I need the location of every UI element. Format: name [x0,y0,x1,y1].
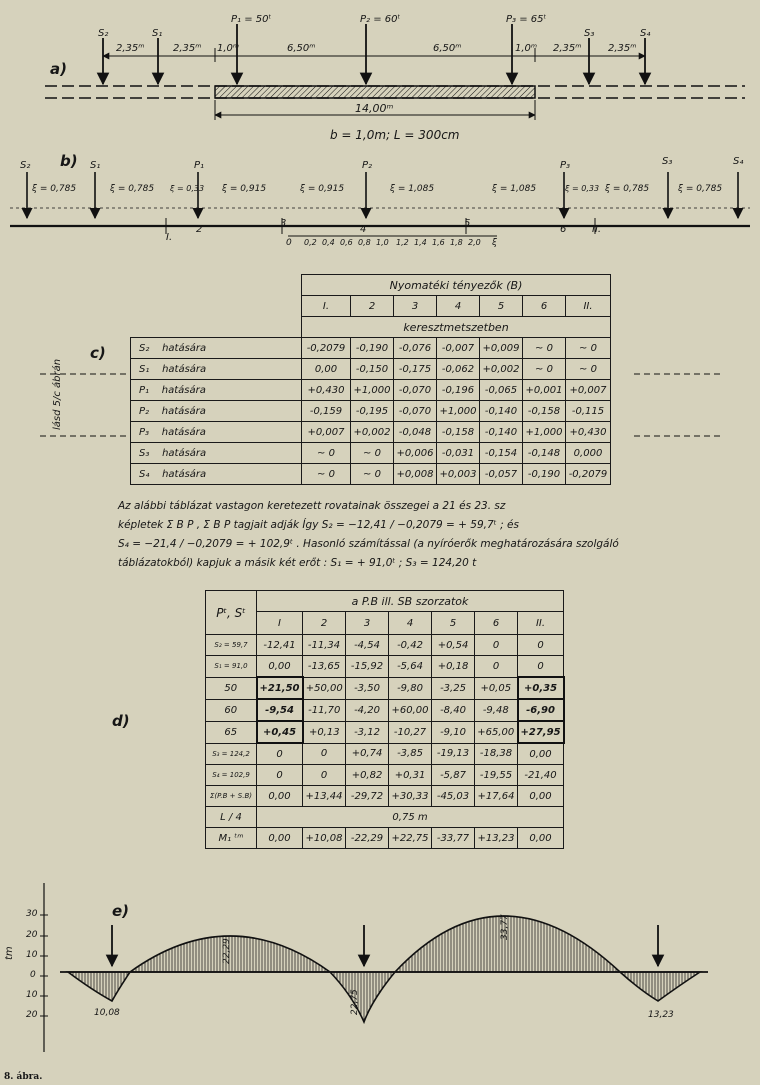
xi-label: ξ = 0,785 [678,184,723,194]
row-name: S₂ [139,342,150,354]
cell: -0,048 [394,422,437,443]
y-tick: 20 [26,930,38,940]
col-header: 5 [432,612,475,635]
cell: -0,115 [566,401,611,422]
cell: -22,29 [346,828,389,849]
cell: -0,031 [437,443,480,464]
row-suffix: hatására [162,363,207,375]
table-row [131,359,611,380]
xi-label: ξ = 0,33 [565,184,600,193]
col-header: II. [518,612,564,635]
cell: +17,64 [475,786,518,807]
cell: +0,007 [566,380,611,401]
figure-a-caption: b = 1,0m; L = 300cm [330,128,460,142]
figure-caption: 8. ábra. [4,1072,43,1082]
cell: -11,70 [303,699,346,721]
table-row [206,765,564,786]
cell: -0,195 [351,401,394,422]
cell: ~ 0 [302,464,351,485]
paragraph-line: Az alábbi táblázat vastagon keretezett rovatainak összegei a 21 és 23. sz [118,500,506,512]
cell: 0 [303,743,346,765]
row-suffix: hatására [161,405,206,417]
scale-tick: 1,4 [414,238,427,247]
xi-label: ξ = 0,915 [300,184,345,194]
table-c-title: Nyomatéki tényezők (B) [302,275,611,296]
cell: -5,87 [432,765,475,786]
cell: -0,062 [437,359,480,380]
cell: -0,140 [480,422,523,443]
cell: -0,154 [480,443,523,464]
xi-label: ξ = 0,785 [605,184,650,194]
section-label: 3 [280,218,287,229]
moment-value: 22,75 [350,989,360,1015]
col-header: 2 [303,612,346,635]
cell: +0,45 [257,721,303,743]
table-c-subtitle: keresztmetszetben [302,317,611,338]
cell: +0,002 [351,422,394,443]
scale-tick: 2,0 [468,238,481,247]
force-label-s3: S₃ [584,28,595,39]
force-label-p2-b: P₂ [362,160,373,171]
cell: +0,54 [432,635,475,656]
table-row [206,721,564,743]
scale-tick: 1,6 [432,238,445,247]
cell: -4,20 [346,699,389,721]
cell: ~ 0 [523,338,566,359]
beam-length-label: 14,00ᵐ [355,102,394,115]
cell: +0,13 [303,721,346,743]
cell: -12,41 [257,635,303,656]
cell: -9,80 [389,677,432,699]
cell: 0 [257,743,303,765]
paragraph-line: képletek Σ B P , Σ B P tagjait adják Így S₂ = −12,41 / −0,2079 = + 59,7ᵗ ; és [118,519,519,531]
figure-c-label: c) [90,344,106,362]
cell: -9,10 [432,721,475,743]
cell: -9,54 [257,699,303,721]
col-header: 5 [480,296,523,317]
cell: -0,190 [523,464,566,485]
force-label-s3-b: S₃ [662,156,673,167]
row-name: P₃ [139,426,150,438]
cell: -0,2079 [566,464,611,485]
row-name: Σ(P.B + S.B) [206,786,257,807]
scale-tick: 1,0 [376,238,389,247]
cell: 0,00 [518,743,564,765]
section-label: 4 [360,224,367,235]
cell: +0,002 [480,359,523,380]
cell: +13,23 [475,828,518,849]
row-name: S₃ [139,447,150,459]
cell: -5,64 [389,656,432,678]
cell: -0,070 [394,401,437,422]
y-tick: 30 [26,909,38,919]
cell: -0,175 [394,359,437,380]
xi-label: ξ = 0,33 [170,184,205,193]
col-header: I. [302,296,351,317]
cell: -0,140 [480,401,523,422]
dim-label: 1,0ᵐ [217,43,240,54]
table-row [206,656,564,678]
cell: 0,00 [257,786,303,807]
xi-label: ξ = 1,085 [492,184,537,194]
row-name: S₂ = 59,7 [206,635,257,656]
row-name: S₁ = 91,0 [206,656,257,678]
table-row [131,338,611,359]
cell: -21,40 [518,765,564,786]
scale-tick: 0,4 [322,238,335,247]
y-tick: 10 [26,990,38,1000]
cell: +0,74 [346,743,389,765]
cell: +65,00 [475,721,518,743]
cell: +0,009 [480,338,523,359]
moment-factor-table [130,274,611,485]
col-header: 4 [389,612,432,635]
cell: 0 [257,765,303,786]
cell: +0,05 [475,677,518,699]
table-row [206,807,564,828]
force-label-s4-b: S₄ [733,156,744,167]
cell: -0,007 [437,338,480,359]
cell: +1,000 [351,380,394,401]
cell: +22,75 [389,828,432,849]
force-label-p3-b: P₃ [560,160,571,171]
cell: 0,00 [518,828,564,849]
scale-tick: 1,2 [396,238,409,247]
table-row [131,401,611,422]
col-header: 3 [394,296,437,317]
ratio-value: 0,75 m [257,807,564,828]
unit-label: tm [4,946,15,960]
beam-lines-a [45,86,745,98]
moment-value: 22,29 [222,938,232,964]
cell: +0,35 [518,677,564,699]
force-label-p2: P₂ = 60ᵗ [360,14,401,25]
cell: -0,065 [480,380,523,401]
dim-label: 6,50ᵐ [433,43,462,54]
cell: 0 [475,656,518,678]
cell: +0,007 [302,422,351,443]
table-row [206,786,564,807]
dim-label: 2,35ᵐ [116,43,145,54]
paragraph-line: S₄ = −21,4 / −0,2079 = + 102,9ᵗ . Hasonló számítással (a nyíróerők meghatározására szolgáló [118,538,619,550]
cell: -0,150 [351,359,394,380]
moment-value: 10,08 [94,1008,120,1018]
cell: -10,27 [389,721,432,743]
scale-tick: 0,8 [358,238,371,247]
cell: -0,148 [523,443,566,464]
dim-label: 2,35ᵐ [173,43,202,54]
cell: -8,40 [432,699,475,721]
cell: +1,000 [523,422,566,443]
cell: 0,00 [302,359,351,380]
scale-tick: 0,6 [340,238,353,247]
figure-a-label: a) [50,60,67,78]
cell: +10,08 [303,828,346,849]
cell: 0 [303,765,346,786]
ratio-label: L / 4 [206,807,257,828]
row-name: S₄ = 102,9 [206,765,257,786]
xi-label: ξ = 0,785 [110,184,155,194]
col-header: II. [566,296,611,317]
force-label-s1: S₁ [152,28,163,39]
cell: -0,158 [523,401,566,422]
cell: -18,38 [475,743,518,765]
force-arrows-a [103,24,645,84]
section-label: 5 [464,218,471,229]
cell: -0,190 [351,338,394,359]
cell: ~ 0 [302,443,351,464]
row-suffix: hatására [162,342,207,354]
cell: -19,55 [475,765,518,786]
cell: 0,00 [518,786,564,807]
dim-label: 2,35ᵐ [553,43,582,54]
cell: -11,34 [303,635,346,656]
cell: -0,159 [302,401,351,422]
table-row [131,422,611,443]
cell: +60,00 [389,699,432,721]
row-suffix: hatására [161,384,206,396]
cell: +27,95 [518,721,564,743]
cell: +0,430 [302,380,351,401]
cell: -3,12 [346,721,389,743]
col-header: 3 [346,612,389,635]
cell: +21,50 [257,677,303,699]
table-row [206,635,564,656]
dim-label: 2,35ᵐ [608,43,637,54]
section-label: II. [592,224,602,235]
row-name: S₄ [139,468,150,480]
cell: +0,003 [437,464,480,485]
row-name: 60 [206,699,257,721]
cell: -3,25 [432,677,475,699]
cell: -0,158 [437,422,480,443]
cell: -19,13 [432,743,475,765]
cell: -9,48 [475,699,518,721]
cell: 0 [518,635,564,656]
row-name: 65 [206,721,257,743]
force-label-p1: P₁ = 50ᵗ [231,14,272,25]
row-suffix: hatására [161,426,206,438]
force-label-p3: P₃ = 65ᵗ [506,14,547,25]
scale-tick: 0,2 [304,238,317,247]
force-arrows-b [27,172,738,218]
cell: -6,90 [518,699,564,721]
section-label: 6 [560,224,567,235]
moment-value: 13,23 [648,1010,674,1020]
paragraph-line: táblázatokból) kapjuk a másik két erőt : S₁ = + 91,0ᵗ ; S₃ = 124,20 t [118,557,477,569]
cell: ~ 0 [566,338,611,359]
table-d-title: a P.B ill. SB szorzatok [257,591,564,612]
y-tick: 20 [26,1010,38,1020]
col-header: 6 [475,612,518,635]
table-row [206,743,564,765]
cell: -3,50 [346,677,389,699]
force-label-s1-b: S₁ [90,160,101,171]
figure-b-label: b) [60,152,78,170]
cell: -0,057 [480,464,523,485]
table-row [131,464,611,485]
col-header: 4 [437,296,480,317]
cell: ~ 0 [351,464,394,485]
section-label: I. [166,232,173,243]
table-row [206,677,564,699]
moment-label: M₁ ᵗᵐ [206,828,257,849]
figure-d-label: d) [112,712,130,730]
cell: +0,31 [389,765,432,786]
cell: -33,77 [432,828,475,849]
cell: -15,92 [346,656,389,678]
cell: -0,070 [394,380,437,401]
explanation-paragraph [118,497,638,573]
cell: -4,54 [346,635,389,656]
force-label-p1-b: P₁ [194,160,205,171]
product-table [205,590,565,849]
moment-diagram-e [40,883,708,1052]
col-header: 2 [351,296,394,317]
cell: 0,00 [257,828,303,849]
row-name: 50 [206,677,257,699]
y-tick: 0 [30,970,36,980]
col-header: 6 [523,296,566,317]
cell: 0,00 [257,656,303,678]
dim-label: 6,50ᵐ [287,43,316,54]
cell: +0,18 [432,656,475,678]
row-suffix: hatására [162,468,207,480]
row-name: S₃ = 124,2 [206,743,257,765]
moment-value: 33,77 [500,914,510,940]
col-header: I [257,612,303,635]
force-label-s2: S₂ [98,28,109,39]
cell: -0,2079 [302,338,351,359]
scale-tick: 1,8 [450,238,463,247]
row-name: P₂ [139,405,150,417]
cell: 0,000 [566,443,611,464]
cell: ~ 0 [523,359,566,380]
force-label-s2-b: S₂ [20,160,31,171]
section-label: 2 [196,224,203,235]
cell: -0,076 [394,338,437,359]
cell: -45,03 [432,786,475,807]
cell: -0,196 [437,380,480,401]
cell: -0,42 [389,635,432,656]
row-name: S₁ [139,363,150,375]
xi-label: ξ = 0,785 [32,184,77,194]
xi-label: ξ = 0,915 [222,184,267,194]
table-row [131,380,611,401]
cell: +50,00 [303,677,346,699]
xi-label: ξ = 1,085 [390,184,435,194]
cell: -13,65 [303,656,346,678]
cell: ~ 0 [566,359,611,380]
y-tick: 10 [26,950,38,960]
row-suffix: hatására [162,447,207,459]
corner-header: Pᵗ, Sᵗ [206,591,257,635]
cell: +0,008 [394,464,437,485]
scale-tick: ξ [492,238,498,248]
cell: 0 [475,635,518,656]
cell: -29,72 [346,786,389,807]
cell: 0 [518,656,564,678]
cell: +0,001 [523,380,566,401]
row-name: P₁ [139,384,150,396]
force-label-s4: S₄ [640,28,651,39]
scale-tick: 0 [286,238,292,248]
cell: +0,82 [346,765,389,786]
side-note: lásd 5/c ábrán [52,358,63,430]
cell: +13,44 [303,786,346,807]
table-row [206,828,564,849]
cell: -3,85 [389,743,432,765]
cell: ~ 0 [351,443,394,464]
dim-label: 1,0ᵐ [515,43,538,54]
cell: +1,000 [437,401,480,422]
beam-b [10,208,750,226]
cell: +30,33 [389,786,432,807]
table-row [131,443,611,464]
figure-e-label: e) [112,902,130,920]
cell: +0,006 [394,443,437,464]
cell: +0,430 [566,422,611,443]
table-row [206,699,564,721]
